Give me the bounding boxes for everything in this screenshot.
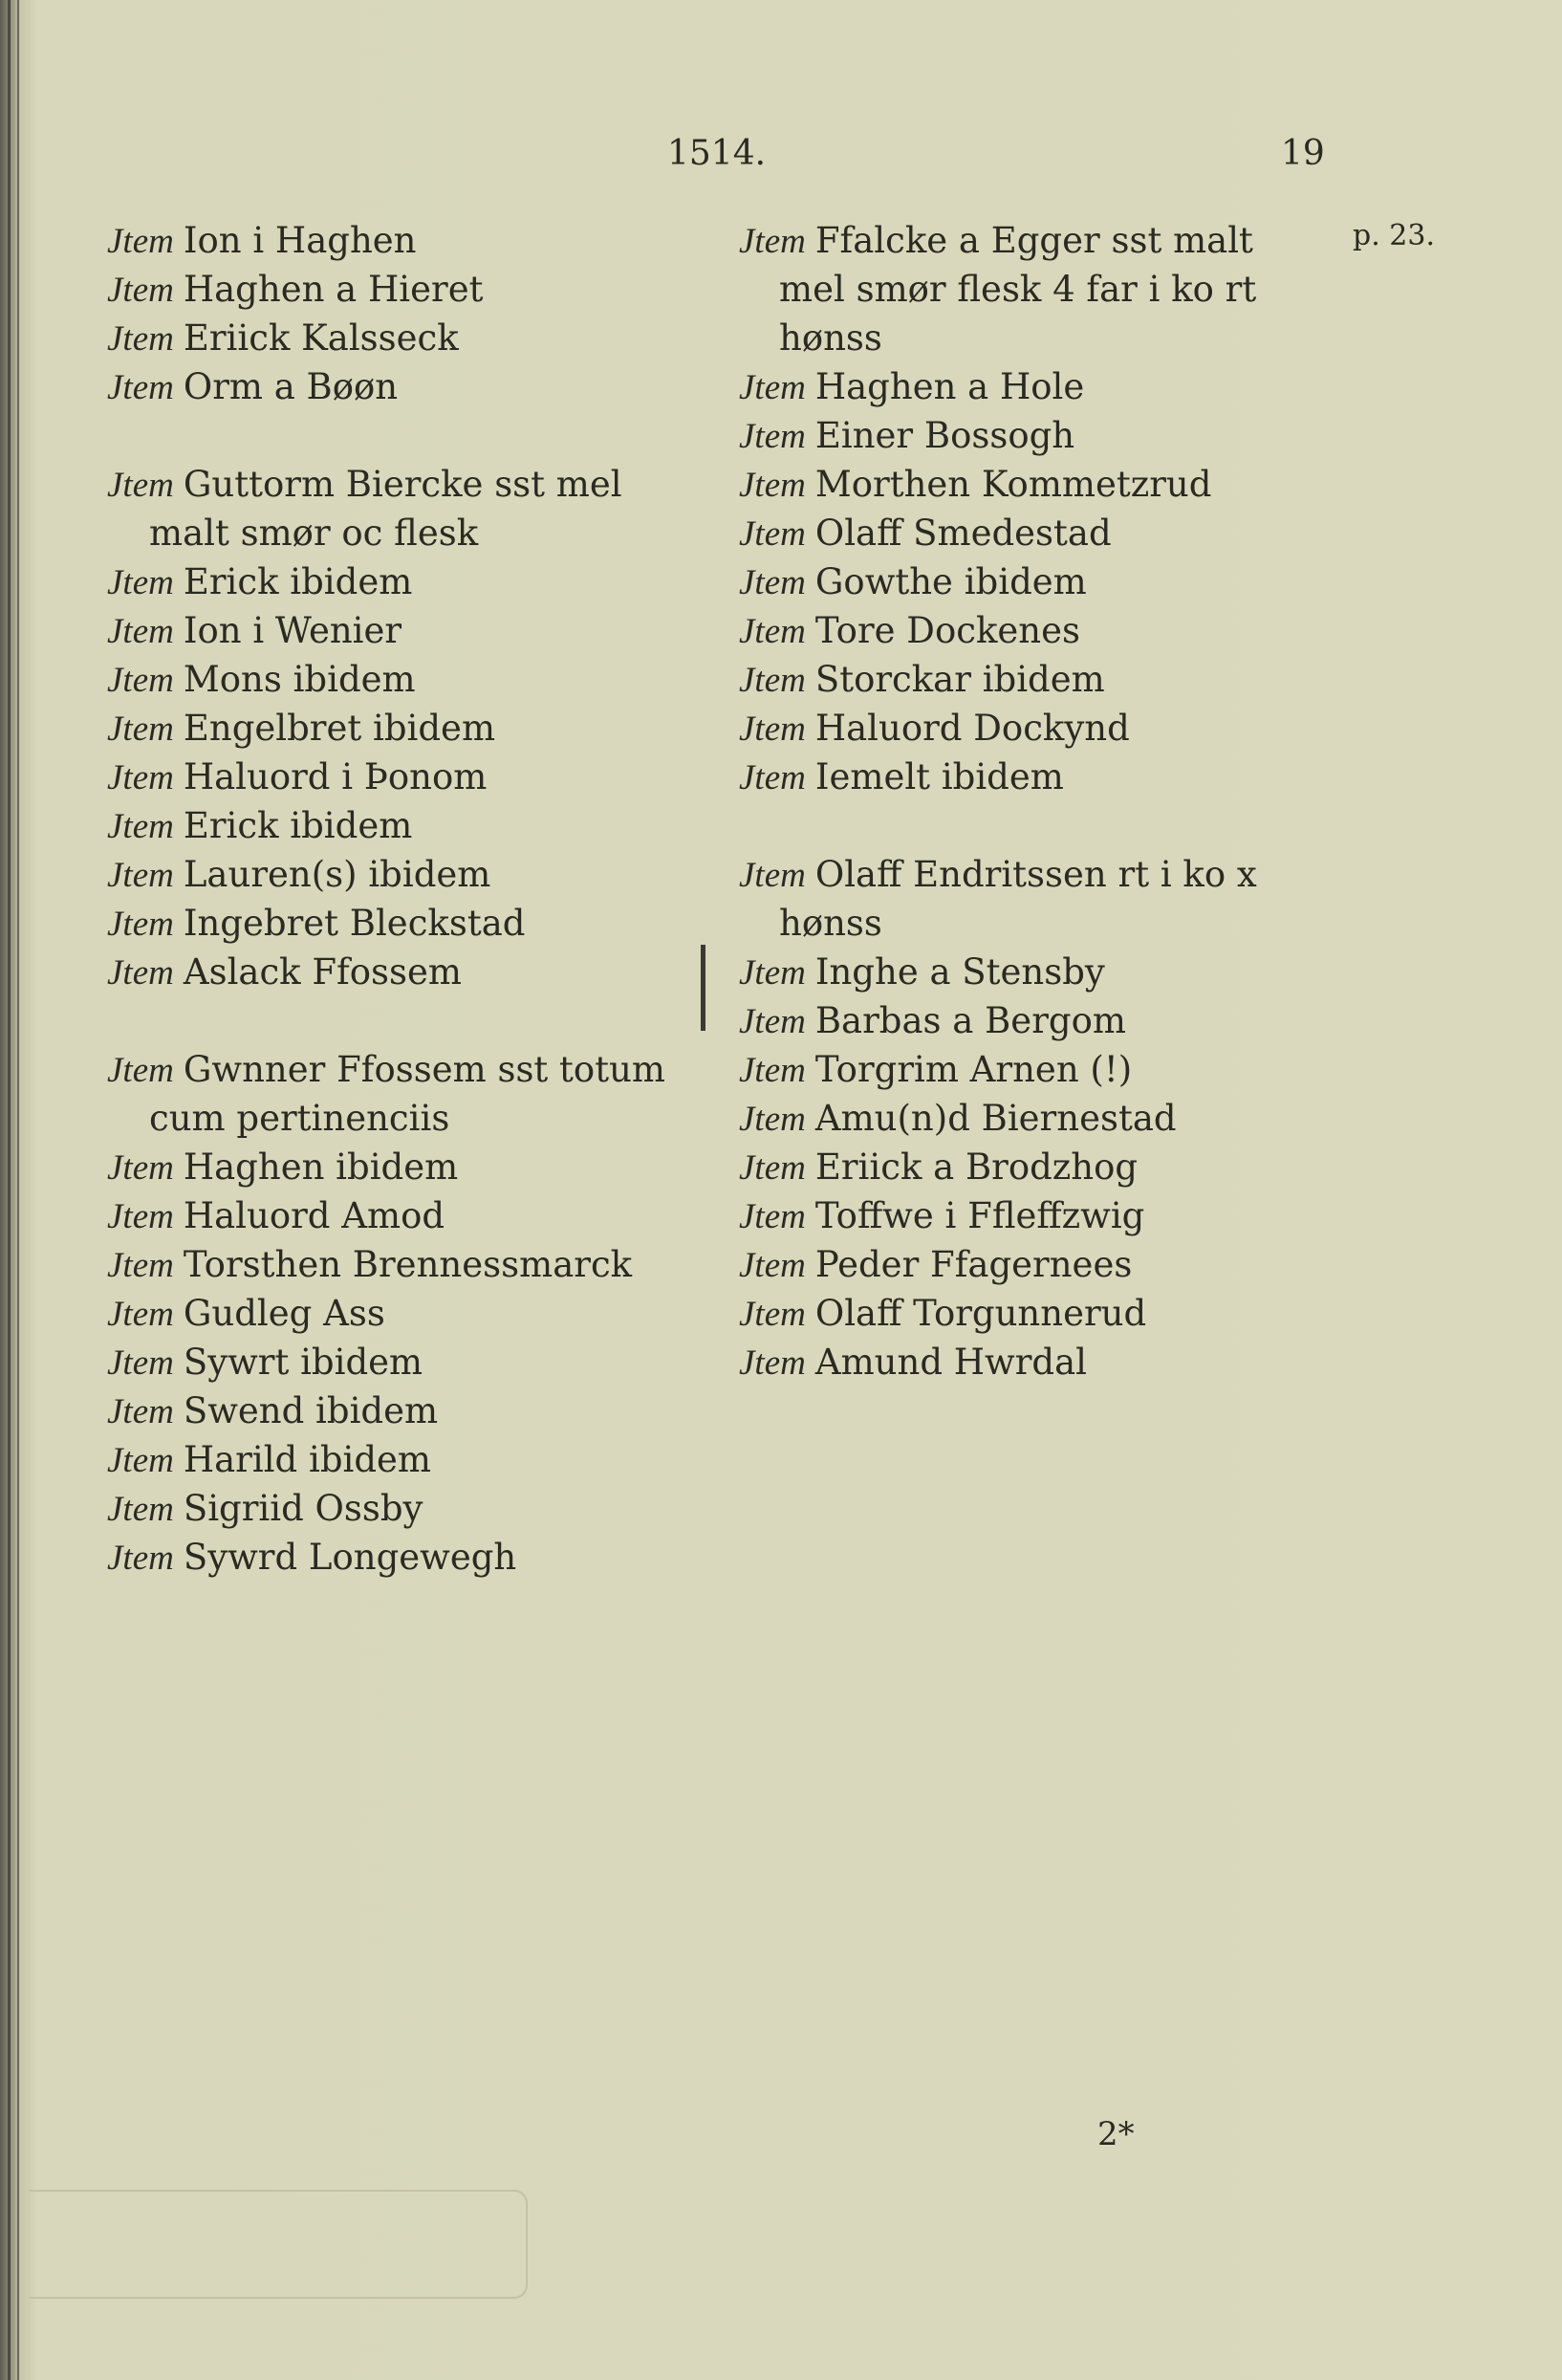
entry-prefix: Jtem xyxy=(107,466,174,505)
entry-text: Haghen ibidem xyxy=(183,1146,459,1188)
entry-prefix: Jtem xyxy=(107,1343,174,1383)
register-entry xyxy=(739,948,1351,996)
register-entry xyxy=(739,1240,1351,1289)
register-entry xyxy=(739,362,1351,411)
entry-text: Eriick Kalsseck xyxy=(183,317,459,359)
register-entry xyxy=(739,1338,1351,1387)
entry-prefix: Jtem xyxy=(107,563,174,602)
register-entry xyxy=(739,1191,1351,1240)
register-entry xyxy=(107,753,709,801)
entry-prefix: Jtem xyxy=(107,661,174,700)
entry-prefix: Jtem xyxy=(107,1148,174,1188)
entry-prefix: Jtem xyxy=(739,222,806,261)
entry-text: Ion i Haghen xyxy=(183,220,417,261)
entry-prefix: Jtem xyxy=(739,417,806,456)
register-entry xyxy=(107,899,709,948)
register-entry xyxy=(739,509,1351,557)
entry-text: Erick ibidem xyxy=(183,561,413,602)
entry-text: Olaff Smedestad xyxy=(814,513,1112,554)
register-entry xyxy=(739,606,1351,655)
entry-text: Harild ibidem xyxy=(183,1439,432,1480)
entry-text: Sywrt ibidem xyxy=(183,1342,423,1383)
entry-text: Ffalcke a Egger sst malt xyxy=(814,220,1253,261)
register-entry xyxy=(107,1338,709,1387)
register-entry xyxy=(107,801,709,850)
register-entry xyxy=(739,557,1351,606)
register-entry xyxy=(107,1289,709,1338)
entry-text: Storckar ibidem xyxy=(814,659,1105,700)
entry-prefix: Jtem xyxy=(739,1295,806,1334)
continuation-line: mel smør flesk 4 far i ko rt xyxy=(779,269,1257,310)
entry-prefix: Jtem xyxy=(739,1002,806,1041)
register-entry xyxy=(107,314,709,362)
page-smudge xyxy=(29,2190,528,2299)
register-entry xyxy=(107,265,709,314)
entry-text: Guttorm Biercke sst mel xyxy=(183,464,622,505)
entry-prefix: Jtem xyxy=(107,612,174,651)
entry-prefix: Jtem xyxy=(739,953,806,993)
entry-prefix: Jtem xyxy=(107,319,174,359)
entry-text: Barbas a Bergom xyxy=(814,1000,1126,1041)
entry-prefix: Jtem xyxy=(739,710,806,749)
entry-prefix: Jtem xyxy=(107,368,174,407)
register-entry xyxy=(107,655,709,704)
register-entry xyxy=(107,948,709,996)
entry-text: Orm a Bøøn xyxy=(183,366,399,407)
entry-prefix: Jtem xyxy=(107,271,174,310)
entry-text: Amund Hwrdal xyxy=(814,1342,1087,1383)
register-entry xyxy=(739,411,1351,460)
entry-prefix: Jtem xyxy=(739,661,806,700)
entry-text: Morthen Kommetzrud xyxy=(814,464,1212,505)
entry-text: Aslack Ffossem xyxy=(183,951,462,993)
entry-text: Sigriid Ossby xyxy=(183,1488,423,1529)
register-entry xyxy=(739,704,1351,753)
entry-prefix: Jtem xyxy=(739,1051,806,1090)
register-entry xyxy=(107,216,709,265)
register-entry xyxy=(107,1533,709,1582)
entry-text: Olaff Torgunnerud xyxy=(814,1293,1147,1334)
entry-text: Toffwe i Ffleffzwig xyxy=(814,1195,1145,1236)
register-entry xyxy=(739,1045,1351,1094)
entry-prefix: Jtem xyxy=(739,368,806,407)
register-entry xyxy=(107,460,709,509)
entry-text: Iemelt ibidem xyxy=(814,756,1064,797)
entry-text: Haluord Dockynd xyxy=(814,708,1130,749)
entry-text: Sywrd Longewegh xyxy=(183,1537,517,1578)
register-entry xyxy=(107,1435,709,1484)
register-entry xyxy=(107,850,709,899)
binding-edge xyxy=(8,0,11,2380)
entry-prefix: Jtem xyxy=(107,1441,174,1480)
register-entry xyxy=(107,1143,709,1191)
entry-text: Tore Dockenes xyxy=(814,610,1080,651)
entry-text: Peder Ffagernees xyxy=(814,1244,1133,1285)
spacer xyxy=(107,411,709,460)
entry-text: Eriick a Brodzhog xyxy=(814,1146,1139,1188)
entry-prefix: Jtem xyxy=(739,1343,806,1383)
right-column xyxy=(739,216,1351,1387)
entry-prefix: Jtem xyxy=(107,953,174,993)
entry-prefix: Jtem xyxy=(739,856,806,895)
register-entry xyxy=(107,1045,709,1094)
spacer xyxy=(739,801,1351,850)
entry-prefix: Jtem xyxy=(739,514,806,554)
entry-text: Gowthe ibidem xyxy=(814,561,1087,602)
entry-text: Erick ibidem xyxy=(183,805,413,846)
entry-prefix: Jtem xyxy=(107,807,174,846)
entry-text: Haluord Amod xyxy=(183,1195,445,1236)
register-entry xyxy=(739,850,1351,899)
entry-text: Engelbret ibidem xyxy=(183,708,496,749)
entry-prefix: Jtem xyxy=(739,1100,806,1139)
register-entry xyxy=(107,557,709,606)
register-entry xyxy=(739,753,1351,801)
spacer xyxy=(107,996,709,1045)
register-entry xyxy=(107,704,709,753)
continuation-line: cum pertinenciis xyxy=(149,1098,450,1139)
entry-prefix: Jtem xyxy=(739,1246,806,1285)
register-entry xyxy=(107,362,709,411)
register-entry xyxy=(739,1094,1351,1143)
entry-prefix: Jtem xyxy=(107,222,174,261)
continuation-line: hønss xyxy=(779,317,882,359)
entry-text: Haghen a Hole xyxy=(814,366,1085,407)
margin-note: p. 23. xyxy=(1353,219,1435,252)
register-entry xyxy=(107,606,709,655)
entry-text: Gwnner Ffossem sst totum xyxy=(183,1049,665,1090)
entry-text: Ingebret Bleckstad xyxy=(183,903,526,944)
entry-prefix: Jtem xyxy=(107,1295,174,1334)
entry-text: Swend ibidem xyxy=(183,1390,439,1431)
entry-prefix: Jtem xyxy=(739,1148,806,1188)
entry-prefix: Jtem xyxy=(107,1246,174,1285)
entry-text: Torgrim Arnen (!) xyxy=(814,1049,1133,1090)
entry-prefix: Jtem xyxy=(107,758,174,797)
entry-text: Mons ibidem xyxy=(183,659,416,700)
signature-mark: 2* xyxy=(1097,2115,1135,2153)
entry-text: Ion i Wenier xyxy=(183,610,402,651)
register-entry xyxy=(739,216,1351,265)
entry-text: Inghe a Stensby xyxy=(814,951,1105,993)
entry-text: Gudleg Ass xyxy=(183,1293,385,1334)
entry-prefix: Jtem xyxy=(739,758,806,797)
left-column xyxy=(107,216,709,1582)
register-entry xyxy=(107,1387,709,1435)
entry-prefix: Jtem xyxy=(107,710,174,749)
entry-text: Lauren(s) ibidem xyxy=(183,854,491,895)
entry-prefix: Jtem xyxy=(107,1392,174,1431)
page-year: 1514. xyxy=(667,134,767,173)
column-marker-bar xyxy=(701,945,705,1031)
entry-text: Amu(n)d Biernestad xyxy=(814,1098,1177,1139)
register-entry xyxy=(739,1289,1351,1338)
page-number: 19 xyxy=(1281,134,1325,173)
entry-prefix: Jtem xyxy=(739,612,806,651)
register-entry xyxy=(107,1191,709,1240)
entry-text: Einer Bossogh xyxy=(814,415,1075,456)
entry-prefix: Jtem xyxy=(107,1197,174,1236)
register-entry xyxy=(107,1240,709,1289)
continuation-line: malt smør oc flesk xyxy=(149,513,479,554)
continuation-line: hønss xyxy=(779,903,882,944)
register-entry xyxy=(739,996,1351,1045)
entry-prefix: Jtem xyxy=(107,1539,174,1578)
entry-prefix: Jtem xyxy=(739,466,806,505)
entry-prefix: Jtem xyxy=(107,856,174,895)
register-entry xyxy=(739,460,1351,509)
register-entry xyxy=(107,1484,709,1533)
entry-text: Haghen a Hieret xyxy=(183,269,484,310)
entry-prefix: Jtem xyxy=(739,1197,806,1236)
entry-prefix: Jtem xyxy=(739,563,806,602)
entry-prefix: Jtem xyxy=(107,1051,174,1090)
entry-prefix: Jtem xyxy=(107,905,174,944)
entry-prefix: Jtem xyxy=(107,1490,174,1529)
register-entry xyxy=(739,1143,1351,1191)
binding-edge-inner xyxy=(17,0,19,2380)
entry-text: Olaff Endritssen rt i ko x xyxy=(814,854,1257,895)
entry-text: Haluord i Þonom xyxy=(183,756,488,797)
entry-text: Torsthen Brennessmarck xyxy=(183,1244,633,1285)
register-entry xyxy=(739,655,1351,704)
